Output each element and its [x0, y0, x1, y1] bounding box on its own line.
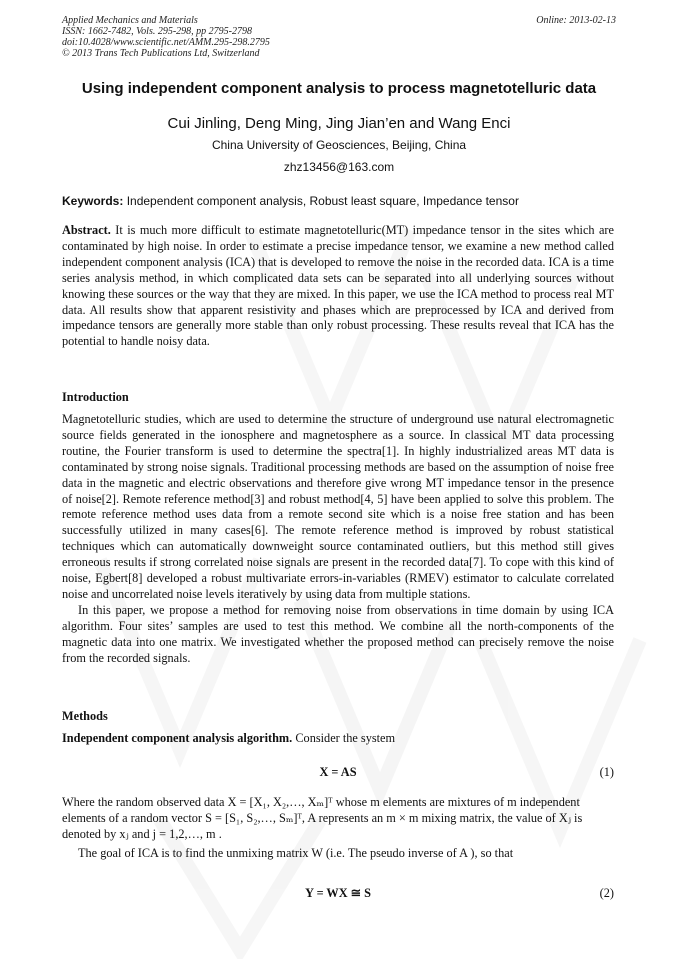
affiliation: China University of Geosciences, Beijing, China [211, 138, 467, 152]
abstract-label: Abstract. [62, 223, 111, 237]
methods-heading: Methods [62, 709, 108, 723]
issn-line: ISSN: 1662-7482, Vols. 295-298, pp 2795-2798 [62, 26, 252, 37]
consider-text: Consider the system [295, 731, 396, 745]
keywords-text: Independent component analysis, Robust least square, Impedance tensor [126, 194, 519, 208]
equation-2-number: (2) [599, 886, 614, 900]
introduction-heading: Introduction [62, 390, 129, 404]
introduction-paragraph-1: Magnetotelluric studies, which are used to determine the structure of underground use natural electromagnetic source fields generated in the ionosphere and magnetosphere as a source. In classical MT data processing routine, the Fourier transform is used to determine the spectra[1]. In highly industrialized areas MT data is contaminated by strong noise signals. Traditional processing methods are based on the assumption of noise free data in the magnetic and electric observations and therefore give wrong MT impedance tensor in the presence of noise[2]. Remote reference method[3] and robust method[4, 5] have been applied to solve this problem. The remote reference method uses data from a remote second site which is a noise free station and has been successfully utilized in many cases[6]. The remote reference method is improved by robust statistical techniques which can automatically downweight source contaminated outliers, but this method still gives erroneous results if strong correlated noise signals are present in the recorded data[7]. To cope with this kind of noise, Egbert[8] developed a robust multivariate errors-in-variables (RMEV) estimator to calculate correlated noise and uncorrelated noise levels iteratively by using data from multiple stations. [62, 412, 614, 601]
keywords [62, 194, 618, 208]
introduction-body [62, 412, 614, 667]
copyright-line: © 2013 Trans Tech Publications Ltd, Switzerland [62, 48, 260, 59]
goal-text: The goal of ICA is to find the unmixing matrix W (i.e. The pseudo inverse of A ), so that [78, 845, 514, 860]
journal-name: Applied Mechanics and Materials [62, 15, 198, 26]
introduction-paragraph-2: In this paper, we propose a method for removing noise from observations in time domain by using ICA algorithm. Four sites’ samples are used to test this method. We combine all the north-components of the magnetic data into one matrix. We investigated whether the proposed method can precisely remove the noise from the recorded signals. [62, 602, 614, 665]
ica-subsection [62, 731, 614, 747]
definition-line-3: denoted by xⱼ and j = 1,2,…, m . [62, 826, 222, 841]
definition-line-2: elements of a random vector S = [S₁, S₂,…, Sₘ]ᵀ, A represents an m × m mixing matrix, the value of Xⱼ is [62, 810, 583, 825]
ica-subheading: Independent component analysis algorithm. [62, 731, 293, 745]
equation-2-expression: Y = WX ≅ S [305, 886, 371, 900]
abstract-text: It is much more difficult to estimate magnetotelluric(MT) impedance tensor in the sites which are contaminated by high noise. In order to estimate a precise impedance tensor, we examine a new method called independent component analysis (ICA) that is developed to remove the noise in the recorded data. ICA is a time series analysis method, in which complicated data sets can be separated into all underlying sources without knowing these sources or the way that they are mixed. In this paper, we use the ICA method to process real MT data. All results show that apparent resistivity and phases which are preprocessed by ICA and derived from impedance tensors are generally more stable than only robust processing. These results reveal that ICA has the potential to handle noisy data. [62, 223, 614, 349]
author-email: zhz13456@163.com [283, 160, 395, 174]
equation-1-expression: X = AS [319, 765, 357, 779]
variable-definitions [62, 795, 614, 862]
keywords-label: Keywords: [62, 194, 124, 208]
online-date: Online: 2013-02-13 [536, 15, 616, 26]
paper-authors: Cui Jinling, Deng Ming, Jing Jian’en and Wang Enci [167, 115, 511, 132]
doi-line: doi:10.4028/www.scientific.net/AMM.295-298.2795 [62, 37, 270, 48]
equation-1-number: (1) [599, 765, 614, 779]
abstract [62, 223, 614, 350]
definition-line-1: Where the random observed data X = [X₁, X₂,…, Xₘ]ᵀ whose m elements are mixtures of m independent [62, 795, 580, 809]
paper-title: Using independent component analysis to process magnetotelluric data [81, 80, 597, 97]
journal-header [62, 15, 616, 59]
